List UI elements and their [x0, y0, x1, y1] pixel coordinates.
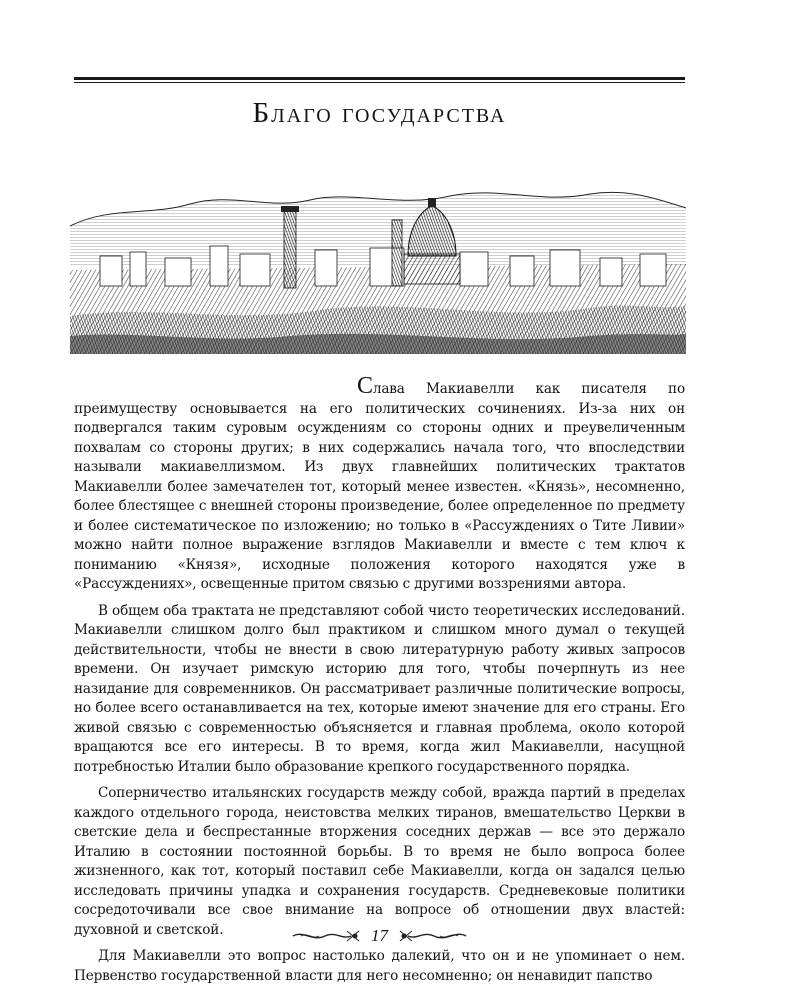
florence-panorama-engraving [70, 186, 686, 354]
page-number: 17 [371, 926, 388, 945]
paragraph-2: В общем оба трактата не представляют собой чисто теоретических исследований. Макиавелли слишком долго был практиком и слишком много думал о текущей действительности, чтобы не внести в свою литературную работу живых запросов времени. Он изучает римскую историю для того, чтобы почерпнуть из нее назидание для современников. Он рассматривает различные политические вопросы, но более всего останавливается на тех, которые имеют значение для его страны. Его живой связью с современностью объясняется и главная проблема, около которой вращаются все его интересы. В то время, когда жил Макиавелли, насущной потребностью Италии было образование крепкого государственного порядка. [74, 602, 685, 775]
header-rule-thick [74, 77, 685, 80]
header-rule-thin [74, 82, 685, 83]
page-footer [74, 924, 685, 948]
paragraph-4: Для Макиавелли это вопрос настолько далекий, что он и не упоминает о нем. Первенство государственной власти для него несомненно; он ненавидит папство [74, 948, 685, 984]
paragraph-3: Соперничество итальянских государств между собой, вражда партий в пределах каждого отдельного города, неистовства мелких тиранов, вмешательство Церкви в светские дела и беспрестанные вторжения соседних держав — все это держало Италию в состоянии постоянной борьбы. В то время не было вопроса более жизненного, как тот, который поставил себе Макиавелли, когда он задался целью исследовать причины упадка и сохранения государств. Средневековые политики сосредоточивали все свое внимание на вопросе об отношении двух властей: духовной и светской. [74, 785, 685, 938]
body-text [74, 373, 685, 993]
chapter-title: Благо государства [252, 97, 507, 129]
left-ornament-icon [291, 928, 361, 944]
drop-cap: С [357, 373, 373, 399]
right-ornament-icon [398, 928, 468, 944]
paragraph-1: Слава Макиавелли как писателя по преимуществу основывается на его политических сочинениях. Из-за них он подвергался таким суровым осуждениям со стороны одних и преувеличенным похвалам со стороны других; в них содержались начала того, что впоследствии называли макиавеллизмом. Из двух главнейших политических трактатов Макиавелли более замечателен тот, который менее известен. «Князь», несомненно, более блестящее с внешней стороны произведение, более определенное по предмету и более систематическое по изложению; но только в «Рассуждениях о Тите Ливии» можно найти полное выражение взглядов Макиавелли и вместе с тем ключ к пониманию «Князя», исходные положения которого находятся уже в «Рассуждениях», освещенные притом связью с другими воззрениями автора. [74, 373, 685, 592]
